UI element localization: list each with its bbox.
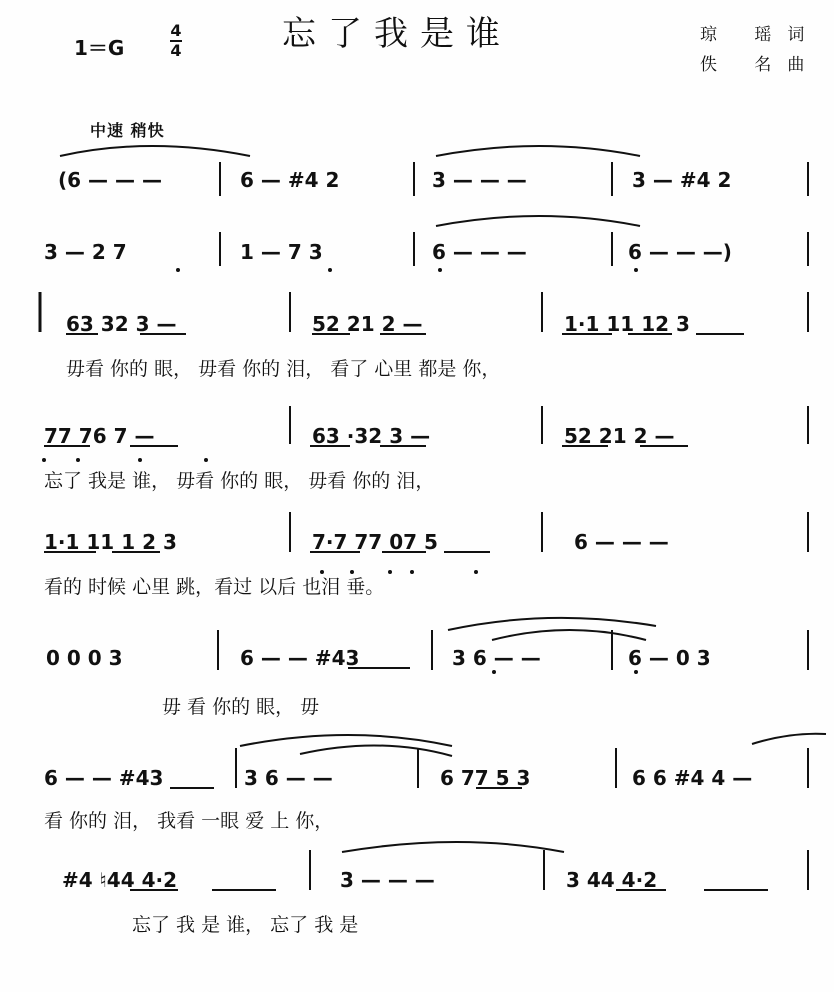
measure: 3 — 2 7	[44, 240, 127, 264]
measure: 1·1 11 12 3	[564, 312, 690, 336]
lyric-line: 毋看 你的 眼， 毋看 你的 泪， 看了 心里 都是 你，	[66, 358, 501, 380]
measure: 52 21 2 —	[564, 424, 675, 448]
measure: 0 0 0 3	[46, 646, 123, 670]
measure: (6 — — —	[58, 168, 162, 192]
measure: 6 — — —	[432, 240, 527, 264]
measure: 63 ·32 3 —	[312, 424, 431, 448]
measure: 6 — — —)	[628, 240, 732, 264]
measure: 3 6 — —	[244, 766, 333, 790]
measure: 3 — #4 2	[632, 168, 732, 192]
measure: 3 44 4·2	[566, 868, 658, 892]
measure: 6 6 #4 4 —	[632, 766, 753, 790]
measure: 52 21 2 —	[312, 312, 423, 336]
measure: 63 32 3 —	[66, 312, 177, 336]
measure: 6 — #4 2	[240, 168, 340, 192]
key-signature: 1＝G	[74, 36, 125, 60]
lyric-line: 忘了 我 是 谁， 忘了 我 是	[132, 914, 359, 936]
lyric-line: 忘了 我是 谁， 毋看 你的 眼， 毋看 你的 泪，	[44, 470, 435, 492]
measure: 6 77 5 3	[440, 766, 531, 790]
composer-credit: 佚 名曲	[700, 55, 821, 75]
lyric-line: 毋 看 你的 眼， 毋	[162, 696, 320, 718]
measure: 6 — — #43	[240, 646, 360, 670]
time-numerator: 4	[170, 21, 182, 40]
measure: 77 76 7 —	[44, 424, 155, 448]
measure: 3 — — —	[340, 868, 435, 892]
measure: 6 — — #43	[44, 766, 164, 790]
measure: 6 — — —	[574, 530, 669, 554]
lyric-line: 看的 时候 心里 跳，看过 以后 也泪 垂。	[44, 576, 385, 598]
measure: #4 ♮44 4·2	[62, 868, 178, 892]
measure: 7·7 77 07 5	[312, 530, 438, 554]
lyricist-credit: 琼 瑶词	[700, 25, 821, 45]
time-denominator: 4	[170, 41, 182, 60]
tempo-marking: 中速 稍快	[90, 121, 165, 140]
song-title: 忘了我是谁	[282, 14, 512, 54]
measure: 6 — 0 3	[628, 646, 711, 670]
lyric-line: 看 你的 泪， 我看 一眼 爱 上 你，	[44, 810, 334, 832]
measure: 1·1 11 1 2 3	[44, 530, 177, 554]
measure: 1 — 7 3	[240, 240, 323, 264]
measure: 3 6 — —	[452, 646, 541, 670]
measure: 3 — — —	[432, 168, 527, 192]
